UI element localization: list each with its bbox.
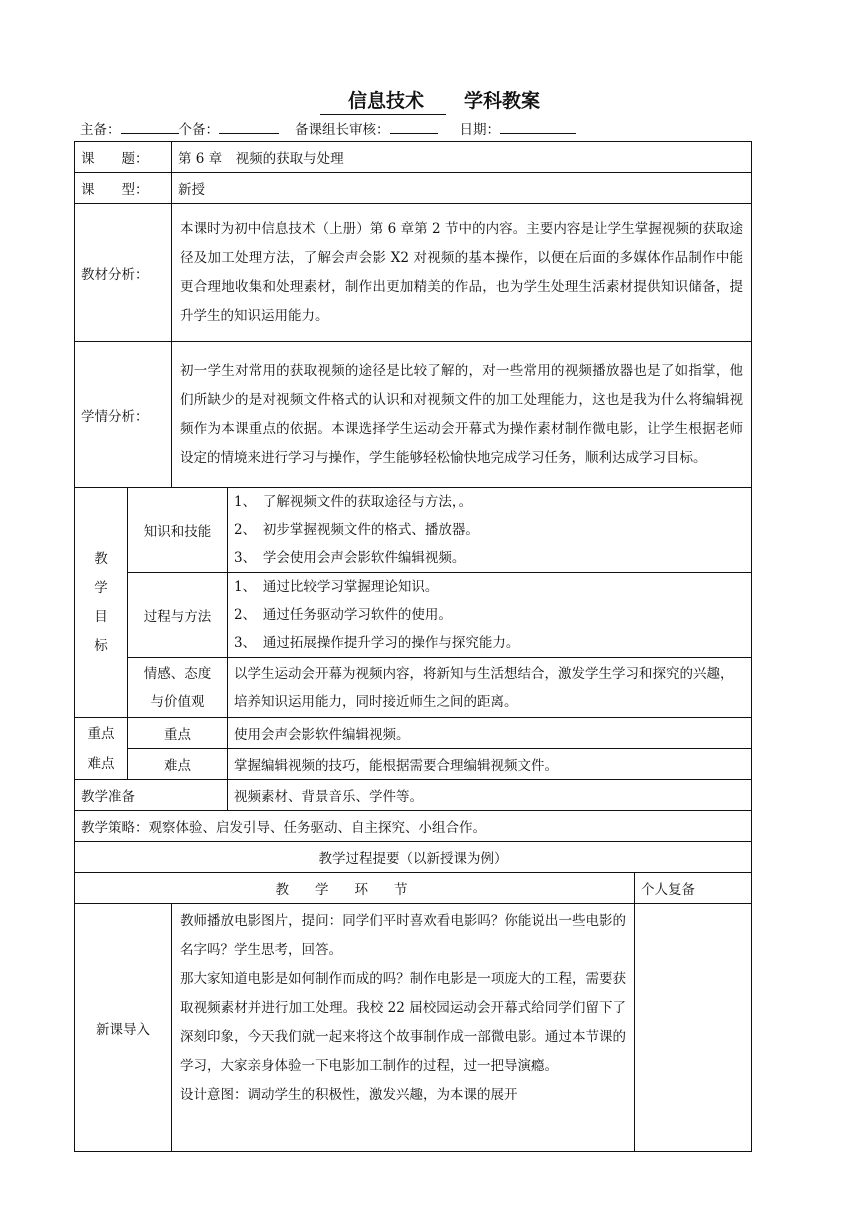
knowledge-item: 2、 初步掌握视频文件的格式、播放器。 bbox=[234, 522, 479, 538]
knowledge-item: 1、 了解视频文件的获取途径与方法，。 bbox=[234, 494, 473, 510]
emotion-value: 以学生运动会开幕为视频内容，将新知与生活想结合，激发学生学习和探究的兴趣，培养知识运用能力，同时接近师生之间的距离。 bbox=[228, 658, 752, 718]
subject-name: 信息技术 bbox=[347, 90, 424, 112]
steps-header-text: 教学环节 bbox=[275, 882, 434, 898]
intro-paragraph: 那大家知道电影是如何制作而成的吗？制作电影是一项庞大的工程，需要获取视频素材并进行加工处理。我校 22 届校园运动会开幕式给同学们留下了深刻印象，今天我们就一起来将这个故事制作成一部微电影。通过本节课的学习，大家亲身体验一下电影加工制作的过程，过一把导演瘾。 bbox=[180, 971, 627, 1074]
goals-label bbox=[75, 488, 128, 718]
type-row bbox=[75, 173, 752, 204]
key-value: 使用会声会影软件编辑视频。 bbox=[228, 718, 752, 749]
material-row bbox=[75, 204, 752, 342]
knowledge-row bbox=[75, 488, 752, 573]
knowledge-item: 3、 学会使用会声会影软件编辑视频。 bbox=[234, 550, 466, 566]
intro-paragraph: 教师播放电影图片，提问：同学们平时喜欢看电影吗？你能说出一些电影的名字吗？学生思考，回答。 bbox=[180, 913, 627, 958]
key-label: 重点 bbox=[128, 718, 228, 749]
prep-row bbox=[75, 780, 752, 811]
intro-personal-cell bbox=[635, 904, 752, 1152]
emotion-label bbox=[128, 658, 228, 718]
process-title: 教学过程提要（以新授课为例） bbox=[75, 842, 752, 873]
review-blank bbox=[390, 121, 438, 134]
process-goal-item: 1、 通过比较学习掌握理论知识。 bbox=[234, 579, 439, 595]
difficult-row bbox=[75, 749, 752, 780]
process-header-row bbox=[75, 873, 752, 904]
prep-value: 视频素材、背景音乐、学件等。 bbox=[228, 780, 752, 811]
strategy-text: 教学策略：观察体验、启发引导、任务驱动、自主探究、小组合作。 bbox=[75, 811, 752, 842]
student-row bbox=[75, 342, 752, 488]
student-label: 学情分析： bbox=[75, 342, 172, 488]
goals-char: 教 bbox=[94, 550, 108, 567]
goals-char: 标 bbox=[94, 637, 108, 654]
personal-blank bbox=[219, 121, 279, 134]
topic-row bbox=[75, 142, 752, 173]
emotion-row bbox=[75, 658, 752, 718]
intro-content bbox=[172, 904, 635, 1152]
key-label-line: 重点 bbox=[87, 725, 115, 742]
goals-char: 目 bbox=[94, 608, 108, 625]
key-label-line: 难点 bbox=[87, 755, 115, 772]
topic-value: 第 6 章 视频的获取与处理 bbox=[172, 142, 752, 173]
goals-char: 学 bbox=[94, 579, 108, 596]
type-value: 新授 bbox=[172, 173, 752, 204]
meta-line bbox=[80, 118, 576, 138]
difficult-value: 掌握编辑视频的技巧，能根据需要合理编辑视频文件。 bbox=[228, 749, 752, 780]
emotion-label-line: 情感、态度 bbox=[143, 665, 212, 682]
main-label: 主备： bbox=[80, 122, 121, 138]
topic-label: 课 题： bbox=[75, 142, 172, 173]
date-label: 日期： bbox=[459, 122, 500, 138]
difficult-label: 难点 bbox=[128, 749, 228, 780]
key-difficult-label bbox=[75, 718, 128, 780]
type-label: 课 型： bbox=[75, 173, 172, 204]
document-title bbox=[0, 86, 860, 115]
material-label: 教材分析： bbox=[75, 204, 172, 342]
personal-header: 个人复备 bbox=[635, 873, 752, 904]
knowledge-list bbox=[228, 488, 752, 573]
review-label: 备课组长审核： bbox=[295, 122, 390, 138]
emotion-label-line: 与价值观 bbox=[150, 693, 205, 710]
process-title-row bbox=[75, 842, 752, 873]
student-value: 初一学生对常用的获取视频的途径是比较了解的，对一些常用的视频播放器也是了如指掌，他们所缺少的是对视频文件格式的认识和对视频文件的加工处理能力，这也是我为什么将编辑视频作为本课重点的依据。本课选择学生运动会开幕式为操作素材制作微电影，让学生根据老师设定的情境来进行学习与操作，学生能够轻松愉快地完成学习任务，顺利达成学习目标。 bbox=[172, 342, 752, 488]
date-blank bbox=[500, 121, 576, 134]
personal-label: 个备： bbox=[178, 122, 219, 138]
key-row bbox=[75, 718, 752, 749]
process-goal-row bbox=[75, 573, 752, 658]
strategy-row bbox=[75, 811, 752, 842]
steps-header bbox=[75, 873, 635, 904]
process-goal-item: 3、 通过拓展操作提升学习的操作与探究能力。 bbox=[234, 635, 520, 651]
process-goal-list bbox=[228, 573, 752, 658]
intro-paragraph: 设计意图：调动学生的积极性，激发兴趣，为本课的展开 bbox=[180, 1087, 518, 1103]
main-blank bbox=[121, 121, 179, 134]
lesson-plan-table bbox=[74, 141, 752, 1152]
process-goal-item: 2、 通过任务驱动学习软件的使用。 bbox=[234, 607, 452, 623]
prep-label: 教学准备 bbox=[75, 780, 228, 811]
knowledge-label: 知识和技能 bbox=[128, 488, 228, 573]
title-suffix: 学科教案 bbox=[464, 90, 541, 112]
intro-row bbox=[75, 904, 752, 1152]
intro-label: 新课导入 bbox=[75, 904, 172, 1152]
material-value: 本课时为初中信息技术（上册）第 6 章第 2 节中的内容。主要内容是让学生掌握视频的获取途径及加工处理方法，了解会声会影 X2 对视频的基本操作，以便在后面的多媒体作品制作中能更合理地收集和处理素材，制作出更加精美的作品，也为学生处理生活素材提供知识储备，提升学生的知识运用能力。 bbox=[172, 204, 752, 342]
process-goal-label: 过程与方法 bbox=[128, 573, 228, 658]
